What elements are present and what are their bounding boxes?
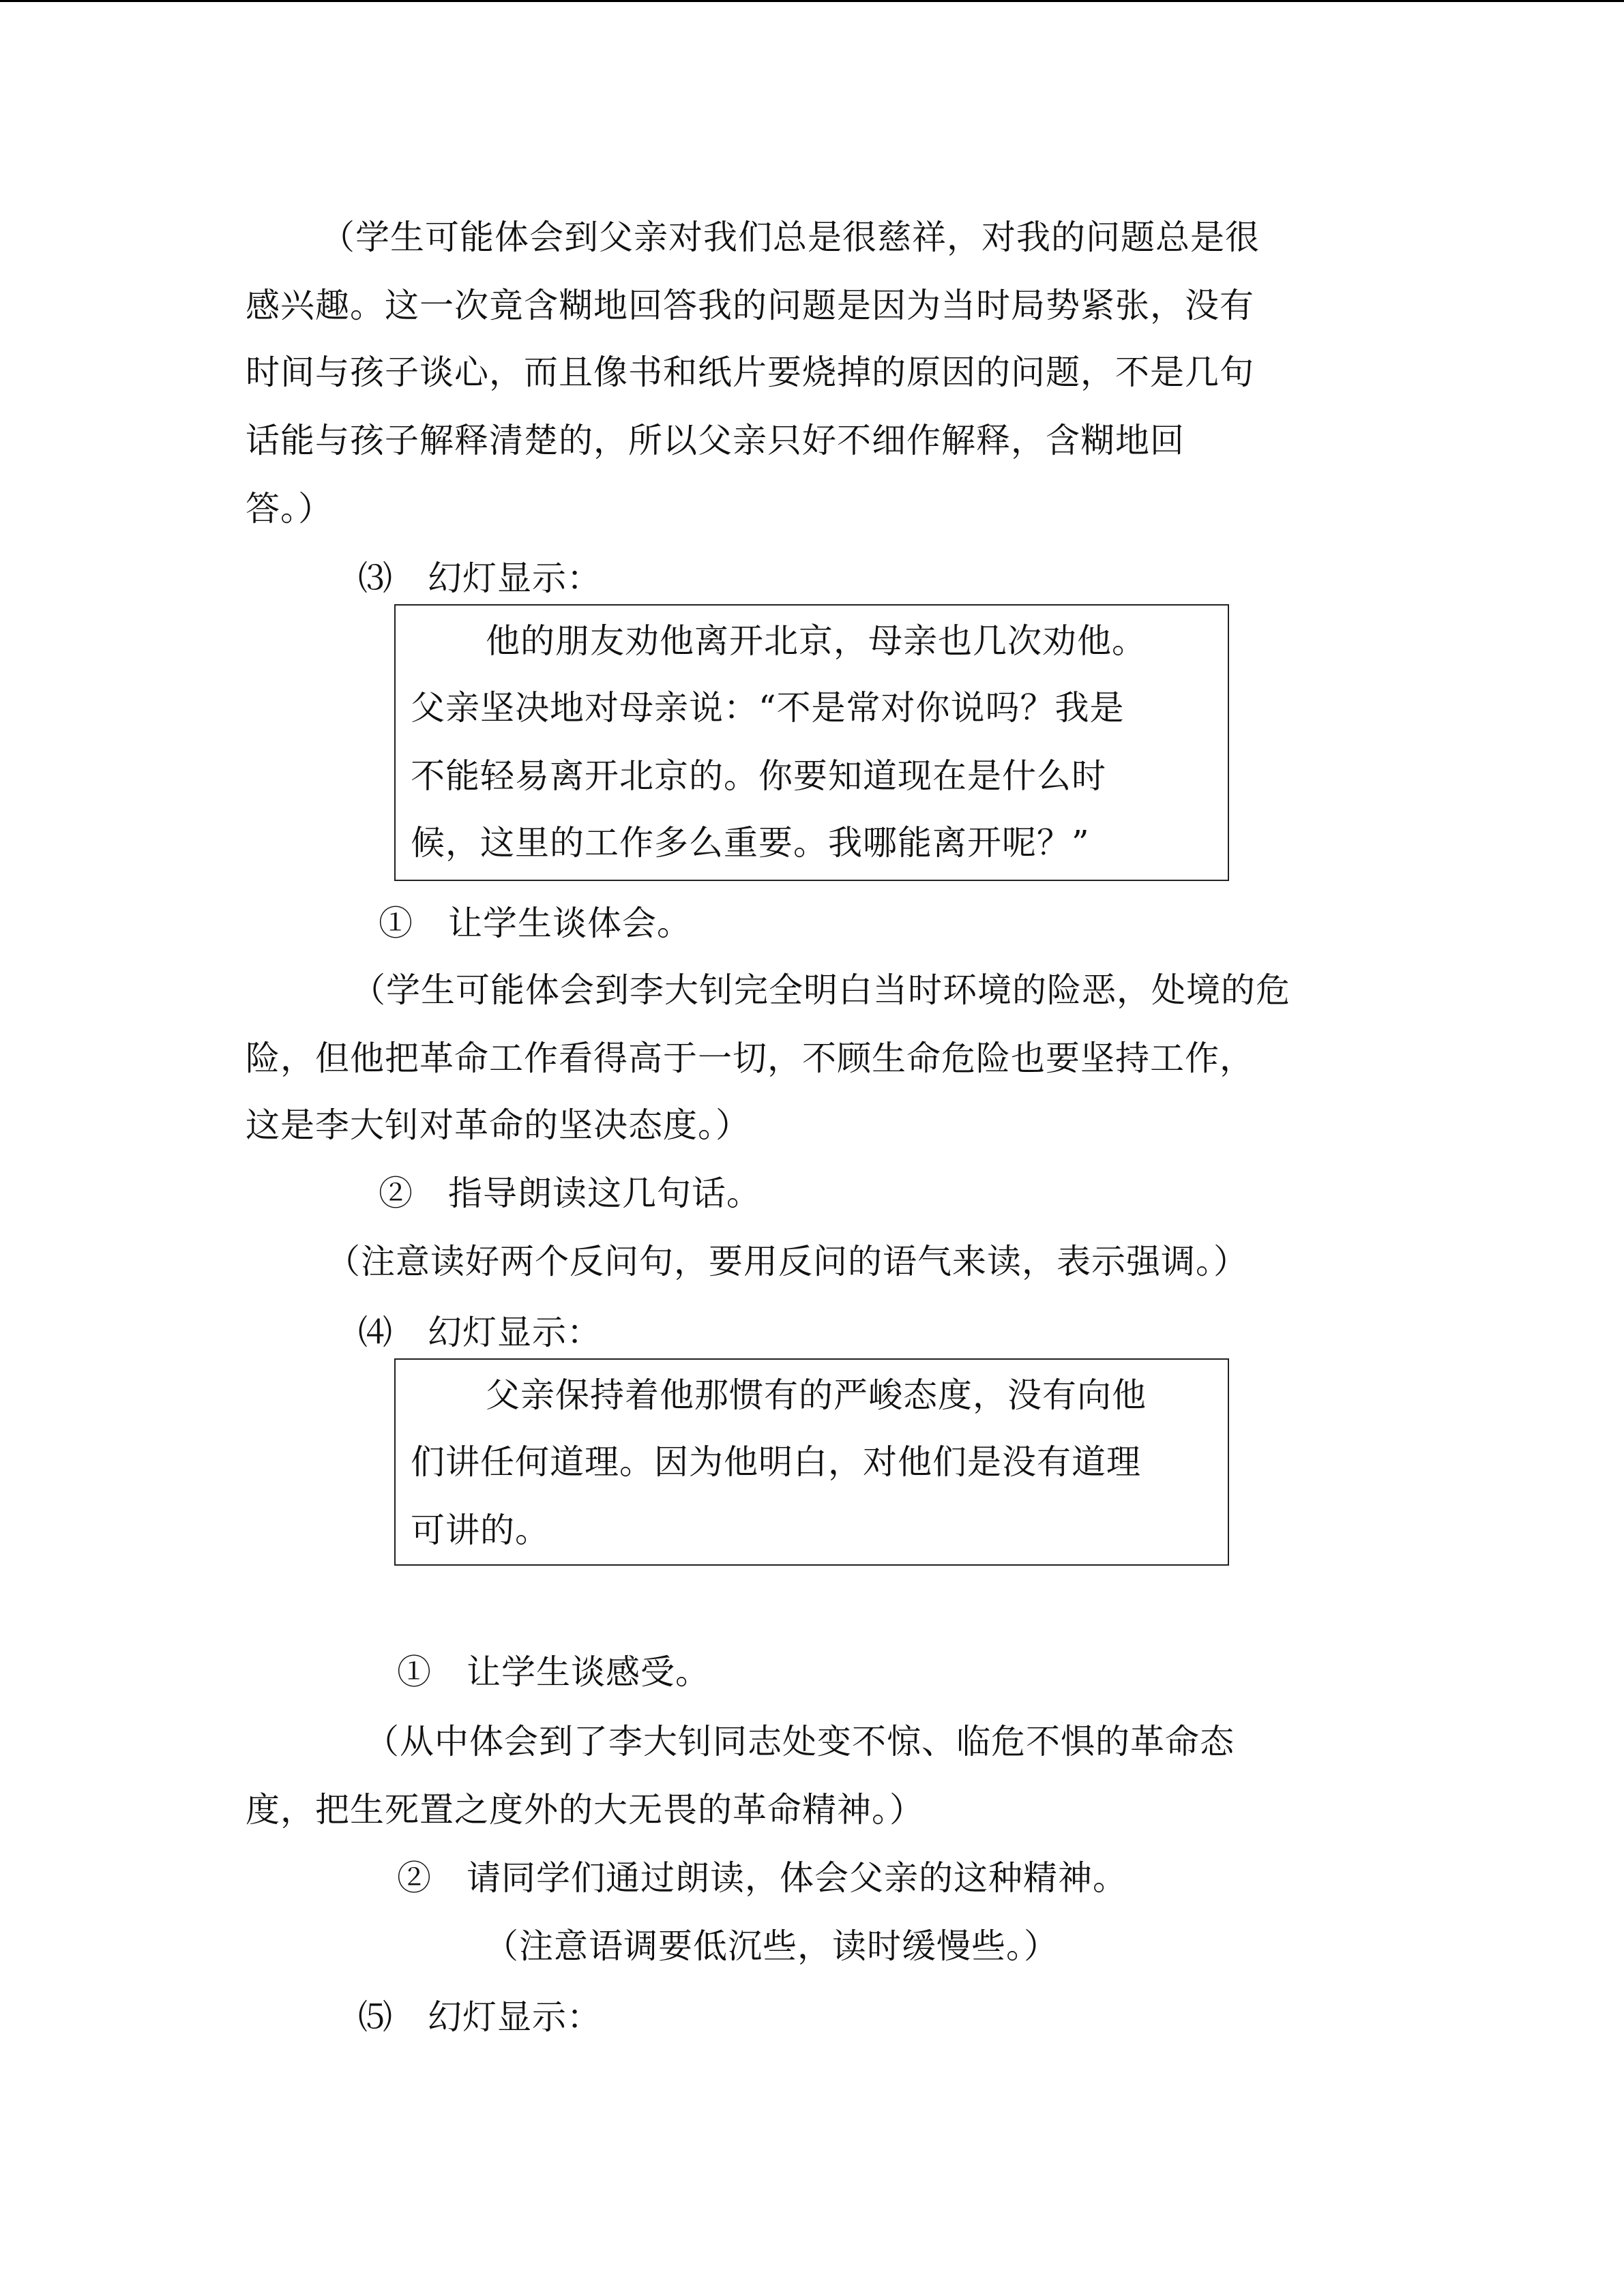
section3-box-line-4: 候，这里的工作多么重要。我哪能离开呢？” [411, 823, 1090, 863]
section3-box-line-1: 他的朋友劝他离开北京，母亲也几次劝他。 [486, 621, 1147, 661]
section3-item2-note: （注意读好两个反问句，要用反问的语气来读，表示强调。） [326, 1242, 1248, 1281]
section3-item1-note-line-2: 险，但他把革命工作看得高于一切，不顾生命危险也要坚持工作， [246, 1039, 1254, 1078]
section3-box-line-3: 不能轻易离开北京的。你要知道现在是什么时 [411, 756, 1106, 796]
section4-item2-note: （注意语调要低沉些，读时缓慢些。） [484, 1926, 1059, 1966]
section3-item1-note-line-3: 这是李大钊对革命的坚决态度。） [246, 1105, 750, 1145]
section5-heading: ⑸ 幻灯显示： [358, 1997, 602, 2037]
paragraph1-line-1: （学生可能体会到父亲对我们总是很慈祥，对我的问题总是很 [321, 218, 1260, 257]
paragraph1-line-5: 答。） [246, 489, 333, 528]
section4-item1-note-line-2: 度，把生死置之度外的大无畏的革命精神。） [246, 1790, 924, 1830]
section3-box-line-2: 父亲坚决地对母亲说：“不是常对你说吗？我是 [411, 688, 1125, 728]
section4-box-line-1: 父亲保持着他那惯有的严峻态度，没有向他 [486, 1375, 1147, 1415]
section4-box-line-3: 可讲的。 [411, 1510, 550, 1550]
paragraph1-line-3: 时间与孩子谈心，而且像书和纸片要烧掉的原因的问题，不是几句 [246, 353, 1254, 392]
section3-heading: ⑶ 幻灯显示： [358, 558, 602, 598]
section4-box-line-2: 们讲任何道理。因为他明白，对他们是没有道理 [411, 1442, 1141, 1482]
section3-item1: ① 让学生谈体会。 [379, 904, 692, 943]
paragraph1-line-4: 话能与孩子解释清楚的，所以父亲只好不细作解释，含糊地回 [246, 421, 1185, 460]
paragraph1-line-2: 感兴趣。这一次竟含糊地回答我的问题是因为当时局势紧张，没有 [246, 286, 1254, 325]
section4-item1: ① 让学生谈感受。 [397, 1652, 710, 1692]
section3-slide-box [394, 604, 1229, 881]
section4-item2: ② 请同学们通过朗读，体会父亲的这种精神。 [397, 1858, 1127, 1898]
section3-item2: ② 指导朗读这几句话。 [379, 1174, 761, 1213]
section4-heading: ⑷ 幻灯显示： [358, 1313, 602, 1352]
section3-item1-note-line-1: （学生可能体会到李大钊完全明白当时环境的险恶，处境的危 [351, 970, 1290, 1010]
section4-slide-box [394, 1358, 1229, 1566]
section4-item1-note-line-1: （从中体会到了李大钊同志处变不惊、临危不惧的革命态 [365, 1722, 1235, 1761]
